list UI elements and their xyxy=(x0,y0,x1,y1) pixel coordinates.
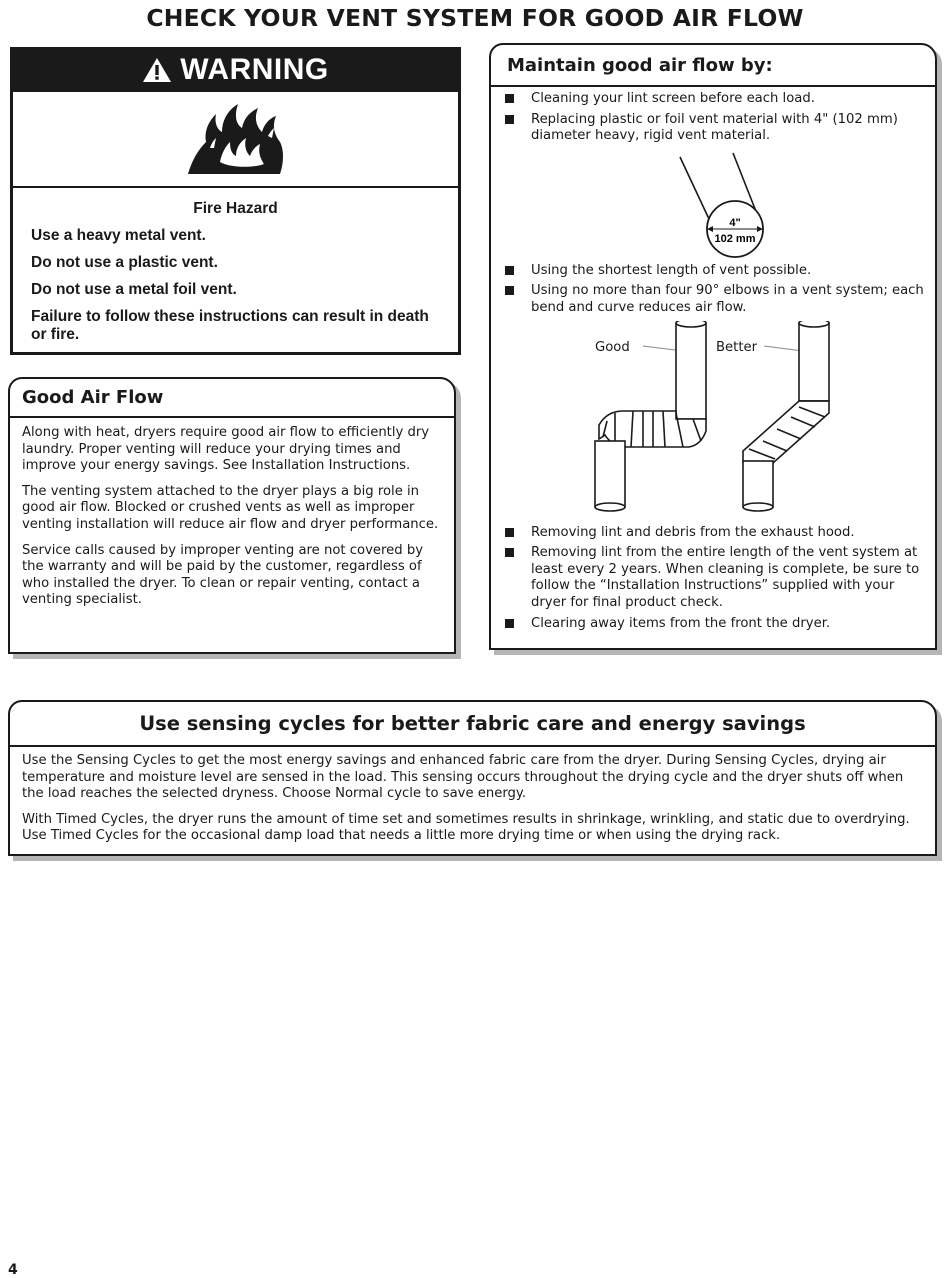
good-air-flow-title: Good Air Flow xyxy=(10,379,454,418)
good-air-flow-panel xyxy=(8,377,456,654)
list-item: Replacing plastic or foil vent material with 4" (102 mm) diameter heavy, rigid vent material. xyxy=(503,112,925,145)
sensing-body xyxy=(10,747,935,845)
sensing-cycles-panel xyxy=(8,700,937,856)
warning-header xyxy=(13,50,458,90)
maintain-title: Maintain good air flow by: xyxy=(491,45,935,87)
maintain-body xyxy=(491,87,935,632)
list-item: Cleaning your lint screen before each load. xyxy=(503,91,925,108)
paragraph: Along with heat, dryers require good air flow to efficiently dry laundry. Proper venting will reduce your drying times and improve your energy savings. See Installation Instructions. xyxy=(22,425,430,474)
fire-icon xyxy=(184,102,288,176)
paragraph: The venting system attached to the dryer plays a big role in good air flow. Blocked or crushed vents as well as improper venting installation will reduce air flow and dryer performance. xyxy=(22,483,439,532)
diameter-mm-label: 102 mm xyxy=(714,232,756,245)
list-item: Removing lint and debris from the exhaust hood. xyxy=(503,525,925,542)
warning-line: Do not use a metal foil vent. xyxy=(31,281,237,298)
paragraph: With Timed Cycles, the dryer runs the amount of time set and sometimes results in shrinkage, wrinkling, and static due to overdrying. Use Timed Cycles for the occasional damp load that needs a little more drying time or when using the drying rack. xyxy=(22,811,910,844)
vent-diameter-diagram xyxy=(503,149,927,259)
paragraph: Use the Sensing Cycles to get the most energy savings and enhanced fabric care from the dryer. During Sensing Cycles, drying air temperature and moisture level are sensed in the load. This sensing occurs throughout the drying cycle and the dryer shuts off when the load reaches the selected dryness. Choose Normal cycle to save energy. xyxy=(22,753,904,802)
bullet-list xyxy=(503,525,925,633)
maintain-air-flow-panel xyxy=(489,43,937,650)
paragraph: Service calls caused by improper venting are not covered by the warranty and will be paid by the customer, regardless of who installed the dryer. To clean or repair venting, contact a venting specialist. xyxy=(22,542,423,608)
warning-triangle-icon xyxy=(142,57,172,83)
sensing-title: Use sensing cycles for better fabric care and energy savings xyxy=(10,702,935,747)
elbow-better-label: Better xyxy=(716,339,758,355)
page-title: CHECK YOUR VENT SYSTEM FOR GOOD AIR FLOW xyxy=(146,4,804,32)
good-air-flow-body xyxy=(10,418,454,609)
warning-line: Failure to follow these instructions can result in death or fire. xyxy=(31,308,429,343)
diameter-inch-label: 4" xyxy=(729,216,741,229)
list-item: Removing lint from the entire length of the vent system at least every 2 years. When cleaning is complete, be sure to follow the “Installation Instructions” supplied with your dryer for final product check. xyxy=(503,545,925,611)
flame-area xyxy=(13,90,458,188)
list-item: Using no more than four 90° elbows in a vent system; each bend and curve reduces air flow. xyxy=(503,283,925,316)
elbow-vent-diagram xyxy=(503,321,927,521)
hazard-title: Fire Hazard xyxy=(193,200,278,217)
list-item: Clearing away items from the front the dryer. xyxy=(503,616,925,633)
elbow-good-label: Good xyxy=(595,339,630,355)
list-item: Using the shortest length of vent possible. xyxy=(503,263,925,280)
bullet-list xyxy=(503,91,925,145)
warning-label: WARNING xyxy=(180,53,329,86)
bullet-list xyxy=(503,263,925,317)
warning-line: Use a heavy metal vent. xyxy=(31,227,206,244)
warning-body xyxy=(13,188,458,344)
page-number: 4 xyxy=(8,1262,18,1278)
warning-box xyxy=(10,47,461,355)
warning-line: Do not use a plastic vent. xyxy=(31,254,218,271)
